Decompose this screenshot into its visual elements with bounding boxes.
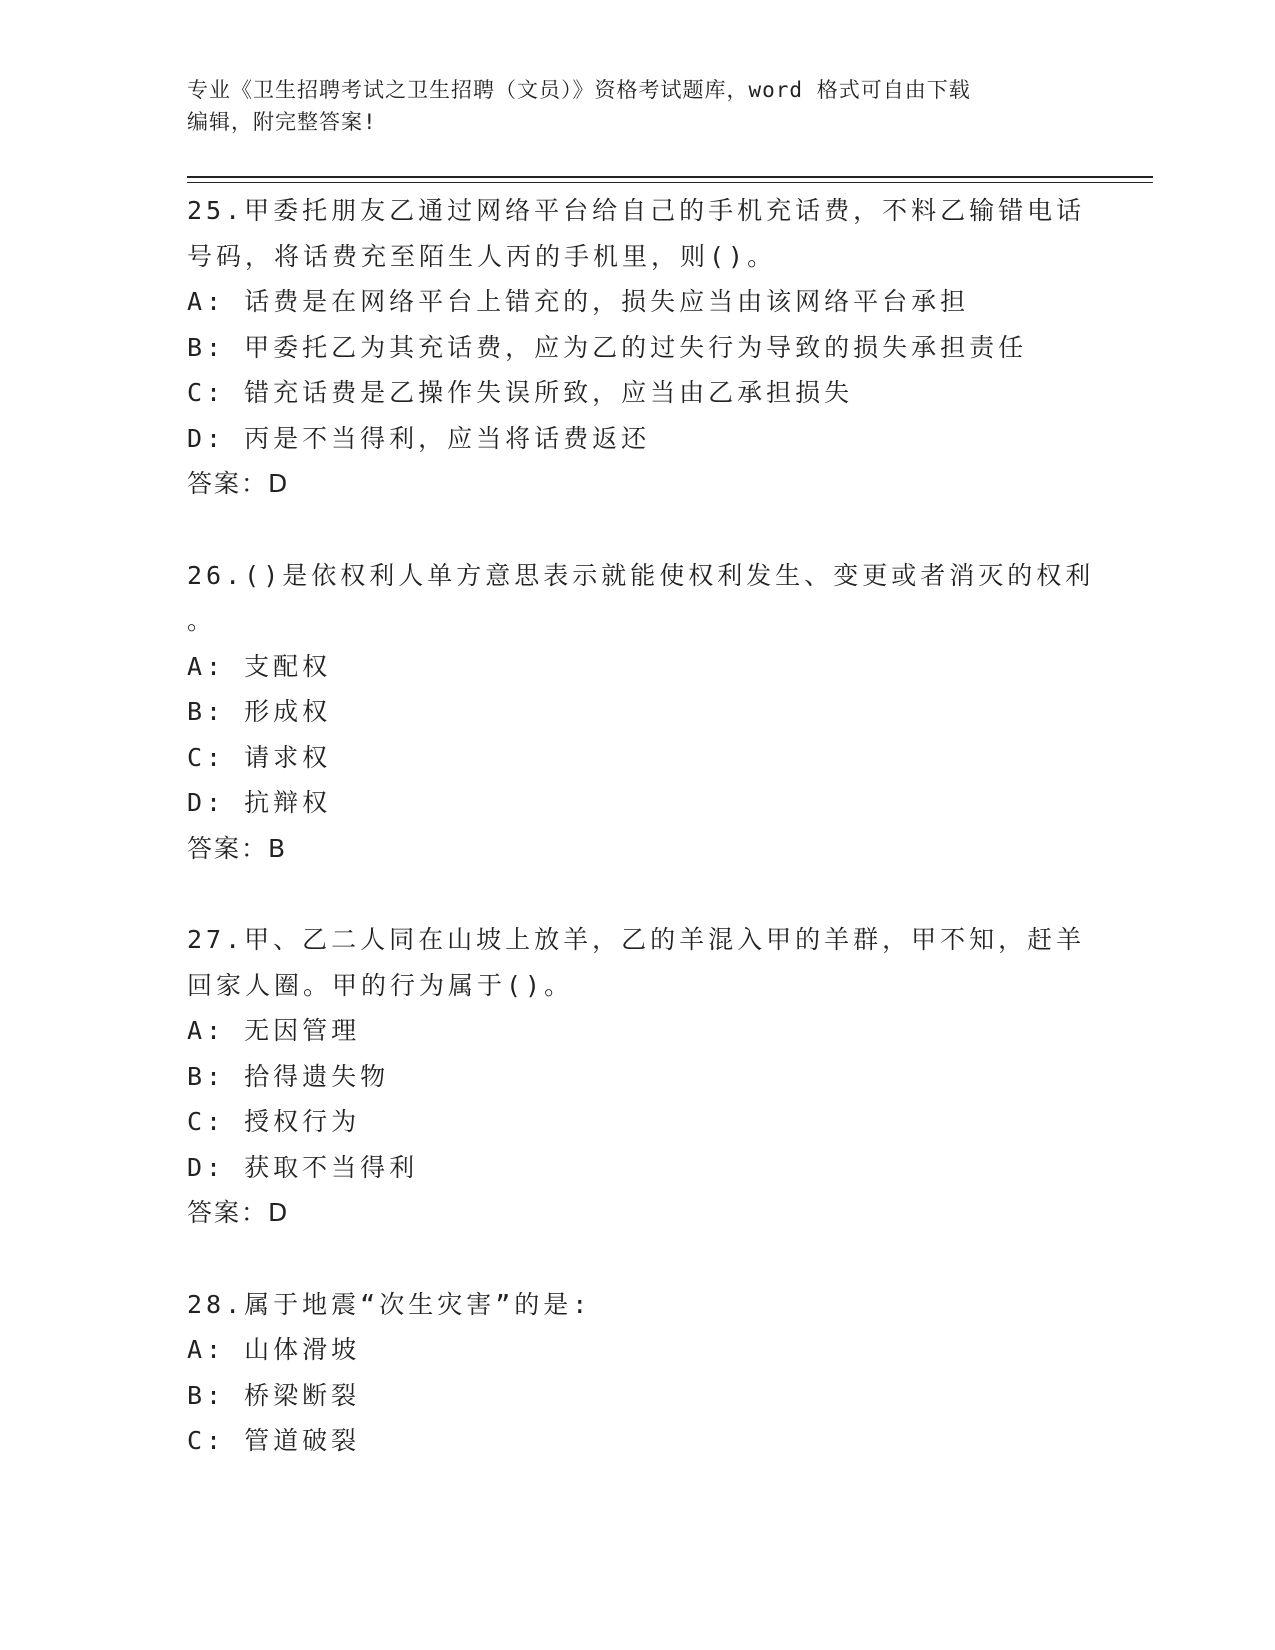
question-stem-line: 28.属于地震“次生灾害”的是: (187, 1289, 592, 1319)
option-b: B: 形成权 (187, 697, 332, 726)
option-d: D: 丙是不当得利，应当将话费返还 (187, 423, 651, 453)
header-line-2: 编辑，附完整答案! (187, 110, 377, 134)
answer: 答案：D (187, 469, 290, 498)
question-stem-line: 25.甲委托朋友乙通过网络平台给自己的手机充话费，不料乙输错电话 (187, 196, 1086, 225)
question-27 (187, 917, 1087, 1236)
question-stem-line: 27.甲、乙二人同在山坡上放羊，乙的羊混入甲的羊群，甲不知，赶羊 (187, 925, 1086, 954)
option-d: D: 抗辩权 (187, 788, 332, 817)
question-list (187, 188, 1095, 1510)
option-b: B: 甲委托乙为其充话费，应为乙的过失行为导致的损失承担责任 (187, 332, 1028, 362)
option-c: C: 管道破裂 (187, 1426, 361, 1455)
answer: 答案：D (187, 1198, 290, 1227)
header-rule-thick (187, 176, 1153, 178)
header-line-1: 专业《卫生招聘考试之卫生招聘（文员）》资格考试题库，word 格式可自由下载 (187, 78, 971, 102)
question-26 (187, 553, 1095, 872)
option-a: A: 山体滑坡 (187, 1335, 361, 1364)
answer: 答案：B (187, 833, 288, 863)
header-rule-thin (187, 182, 1153, 183)
option-d: D: 获取不当得利 (187, 1152, 419, 1182)
question-stem-line: 号码，将话费充至陌生人丙的手机里，则()。 (187, 241, 777, 271)
option-b: B: 拾得遗失物 (187, 1061, 390, 1091)
document-header (187, 74, 1067, 138)
question-28 (187, 1282, 1087, 1464)
option-c: C: 错充话费是乙操作失误所致，应当由乙承担损失 (187, 378, 854, 407)
option-a: A: 无因管理 (187, 1016, 361, 1045)
question-stem-line: 26.()是依权利人单方意思表示就能使权利发生、变更或者消灭的权利 (187, 560, 1095, 590)
option-c: C: 授权行为 (187, 1107, 361, 1136)
option-a: A: 话费是在网络平台上错充的，损失应当由该网络平台承担 (187, 287, 970, 316)
option-a: A: 支配权 (187, 651, 332, 681)
question-stem-line: 回家人圈。甲的行为属于()。 (187, 970, 574, 1000)
option-c: C: 请求权 (187, 742, 332, 772)
question-25 (187, 188, 1087, 507)
option-b: B: 桥梁断裂 (187, 1380, 361, 1410)
question-stem-line: 。 (187, 606, 217, 635)
